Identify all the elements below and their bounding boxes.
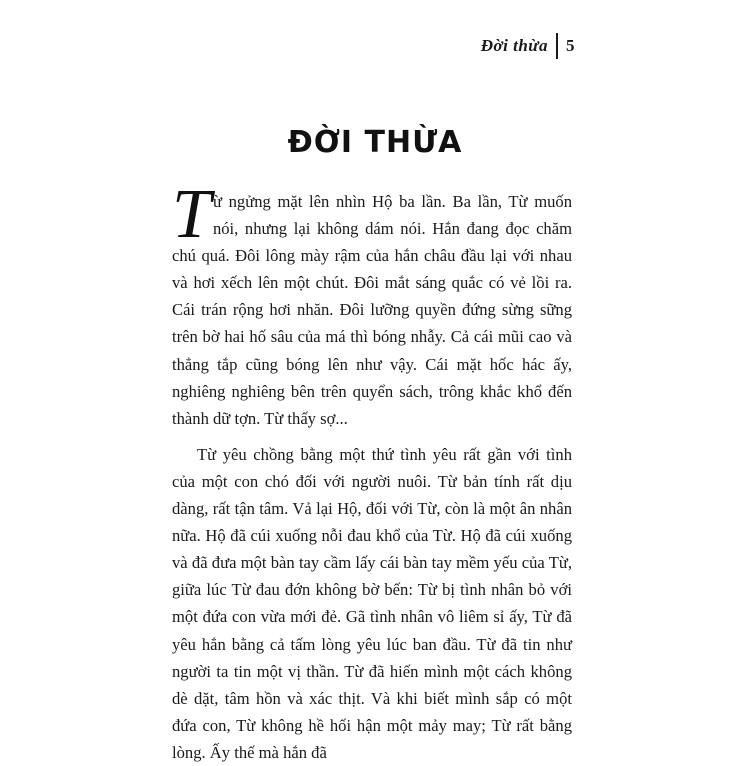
paragraph-1: [172, 176, 572, 432]
paragraph-2: Từ yêu chồng bằng một thứ tình yêu rất gần với tình của một con chó đối với người nuôi. Từ bản tính rất dịu dàng, rất tận tâm. Vả lại Hộ, đối với Từ, còn là một ân nhân nữa. Hộ đã cúi xuống nỗi đau khổ của Từ. Hộ đã cúi xuống và đã đưa một bàn tay cầm lấy cái bàn tay mềm yếu của Từ, giữa lúc Từ đau đớn không bờ bến: Từ bị tình nhân bỏ với một đứa con vừa mới đẻ. Gã tình nhân vô liêm sỉ ấy, Từ đã yêu hắn bằng cả tấm lòng yêu lúc ban đầu. Từ đã tin như người ta tin một vị thần. Từ đã hiến mình một cách không dè dặt, tâm hồn và xác thịt. Và khi biết mình sắp có một đứa con, Từ không hề hối hận một mảy may; Từ rất bằng lòng. Ấy thế mà hắn đã: [172, 444, 572, 762]
running-head-divider: [556, 33, 558, 59]
page-number: 5: [566, 36, 575, 55]
running-head: [481, 33, 575, 59]
drop-cap: T: [172, 176, 211, 253]
body-text: [172, 176, 572, 766]
chapter-title: ĐỜI THỪA: [287, 125, 463, 160]
paragraph-1-text: ừ ngửng mặt lên nhìn Hộ ba lần. Ba lần, Từ muốn nói, nhưng lại không dám nói. Hắn đang đọc chăm chú quá. Đôi lông mày rậm của hắn châu đầu lại với nhau và hơi xếch lên một chút. Đôi mắt sáng quắc có vẻ lồi ra. Cái trán rộng hơi nhăn. Đôi lưỡng quyền đứng sừng sững trên bờ hai hố sâu của má thì bóng nhẫy. Cả cái mũi cao và thẳng tắp cũng bóng lên như vậy. Cái mặt hốc hác ấy, nghiêng nghiêng bên trên quyển sách, trông khắc khổ đến thành dữ tợn. Từ thấy sợ...: [172, 192, 572, 428]
running-head-title: Đời thừa: [480, 36, 548, 55]
